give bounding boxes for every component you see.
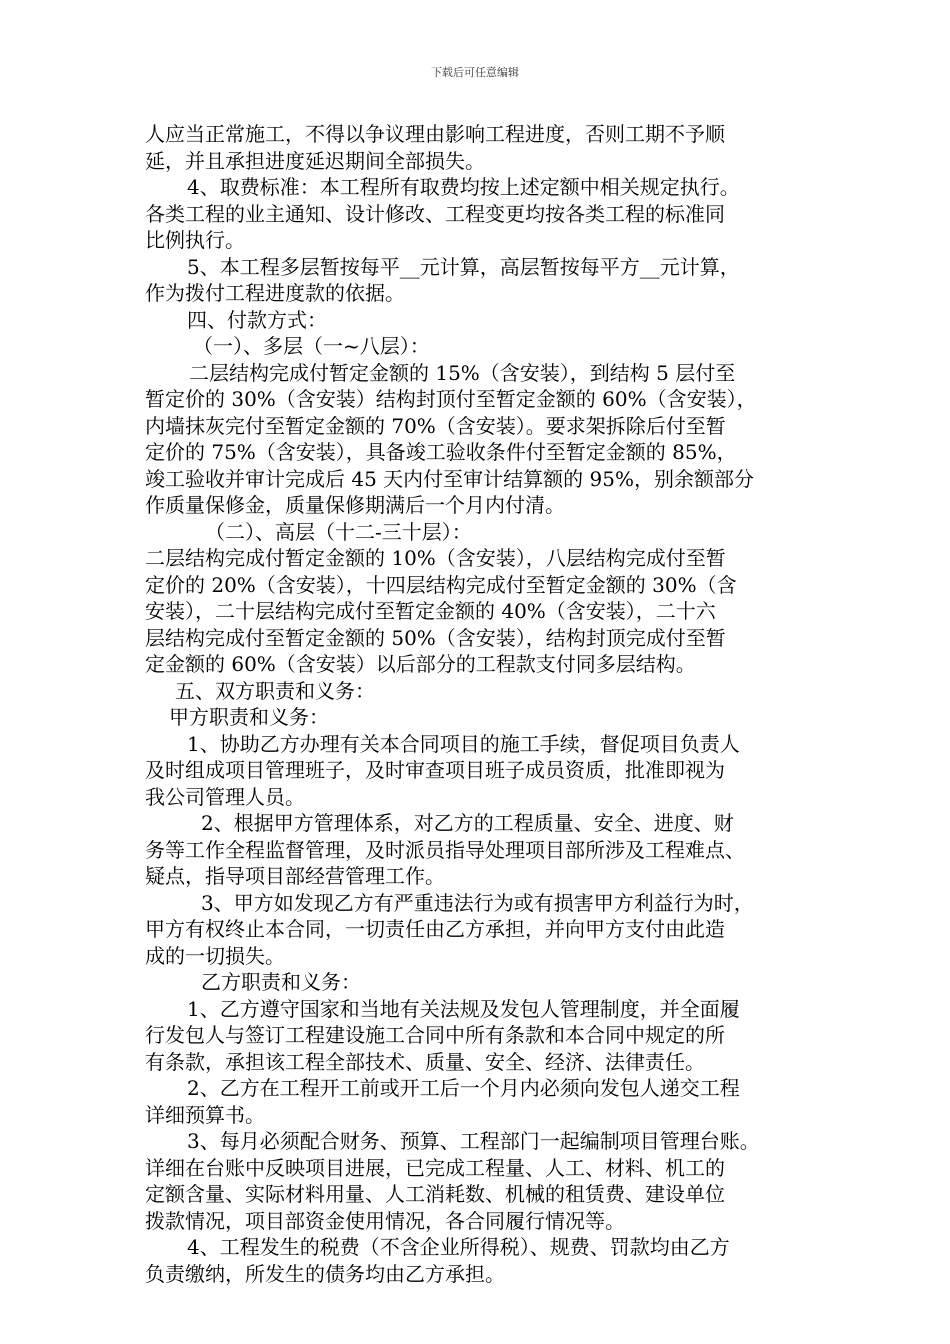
text-line: 暂定价的 30%（含安装）结构封顶付至暂定金额的 60%（含安装）， bbox=[145, 387, 757, 411]
subsection-heading: （一）、多层（一~八层）： bbox=[193, 334, 430, 358]
text-line: 定价的 20%（含安装），十四层结构完成付至暂定金额的 30%（含 bbox=[145, 572, 737, 597]
text-line: 作为拨付工程进度款的依据。 bbox=[145, 281, 405, 305]
page-header-note: 下载后可任意编辑 bbox=[431, 66, 519, 79]
text-line: 务等工作全程监督管理，及时派员指导处理项目部所涉及工程难点、 bbox=[145, 837, 745, 862]
text-line: 4、工程发生的税费（不含企业所得税）、规费、罚款均由乙方 bbox=[187, 1235, 730, 1259]
text-line: 层结构完成付至暂定金额的 50%（含安装），结构封顶完成付至暂 bbox=[145, 625, 726, 650]
text-line: 有条款，承担该工程全部技术、质量、安全、经济、法律责任。 bbox=[145, 1049, 705, 1074]
text-line: 4、取费标准：本工程所有取费均按上述定额中相关规定执行。 bbox=[187, 175, 740, 199]
text-line: 延，并且承担进度延迟期间全部损失。 bbox=[145, 148, 485, 173]
text-line: 定额含量、实际材料用量、人工消耗数、机械的租赁费、建设单位 bbox=[145, 1182, 725, 1206]
subsection-heading: 甲方职责和义务： bbox=[169, 705, 329, 729]
text-line: 甲方有权终止本合同，一切责任由乙方承担，并向甲方支付由此造 bbox=[145, 917, 725, 941]
text-line: 各类工程的业主通知、设计修改、工程变更均按各类工程的标准同 bbox=[145, 201, 725, 226]
text-line: 负责缴纳，所发生的债务均由乙方承担。 bbox=[145, 1261, 505, 1286]
text-line: 安装），二十层结构完成付至暂定金额的 40%（含安装），二十六 bbox=[145, 599, 716, 623]
text-line: 及时组成项目管理班子，及时审查项目班子成员资质，批准即视为 bbox=[145, 758, 725, 782]
text-line: 详细预算书。 bbox=[145, 1102, 265, 1127]
subsection-heading: （二）、高层（十二-三十层）： bbox=[205, 519, 472, 544]
text-line: 1、协助乙方办理有关本合同项目的施工手续，督促项目负责人 bbox=[187, 731, 740, 756]
text-line: 内墙抹灰完付至暂定金额的 70%（含安装）。要求架拆除后付至暂 bbox=[145, 413, 726, 438]
document-body bbox=[145, 121, 815, 1287]
text-line: 定金额的 60%（含安装）以后部分的工程款支付同多层结构。 bbox=[145, 652, 696, 676]
text-line: 2、乙方在工程开工前或开工后一个月内必须向发包人递交工程 bbox=[187, 1076, 740, 1100]
text-line: 成的一切损失。 bbox=[145, 943, 285, 968]
text-line: 竣工验收并审计完成后 45 天内付至审计结算额的 95%，别余额部分 bbox=[145, 466, 754, 491]
text-line: 比例执行。 bbox=[145, 228, 245, 252]
text-line: 2、根据甲方管理体系，对乙方的工程质量、安全、进度、财 bbox=[201, 811, 734, 835]
text-line: 疑点，指导项目部经营管理工作。 bbox=[145, 864, 445, 888]
text-line: 人应当正常施工，不得以争议理由影响工程进度，否则工期不予顺 bbox=[145, 122, 725, 146]
text-line: 拨款情况，项目部资金使用情况，各合同履行情况等。 bbox=[145, 1208, 625, 1233]
text-line: 详细在台账中反映项目进展，已完成工程量、人工、材料、机工的 bbox=[145, 1155, 725, 1180]
text-line: 5、本工程多层暂按每平__元计算，高层暂按每平方__元计算， bbox=[187, 254, 740, 279]
text-line: 定价的 75%（含安装），具备竣工验收条件付至暂定金额的 85%， bbox=[145, 440, 737, 464]
text-line: 3、每月必须配合财务、预算、工程部门一起编制项目管理台账。 bbox=[187, 1129, 760, 1153]
text-line: 我公司管理人员。 bbox=[145, 784, 305, 809]
section-heading: 五、双方职责和义务： bbox=[175, 678, 375, 703]
text-line: 二层结构完成付暂定金额的 10%（含安装），八层结构完成付至暂 bbox=[145, 546, 726, 570]
section-heading: 四、付款方式： bbox=[187, 307, 327, 332]
text-line: 作质量保修金，质量保修期满后一个月内付清。 bbox=[145, 493, 565, 517]
text-line: 二层结构完成付暂定金额的 15%（含安装），到结构 5 层付至 bbox=[189, 360, 736, 385]
text-line: 1、乙方遵守国家和当地有关法规及发包人管理制度，并全面履 bbox=[187, 996, 740, 1021]
subsection-heading: 乙方职责和义务： bbox=[201, 970, 361, 994]
text-line: 行发包人与签订工程建设施工合同中所有条款和本合同中规定的所 bbox=[145, 1023, 725, 1047]
text-line: 3、甲方如发现乙方有严重违法行为或有损害甲方利益行为时， bbox=[201, 890, 754, 915]
